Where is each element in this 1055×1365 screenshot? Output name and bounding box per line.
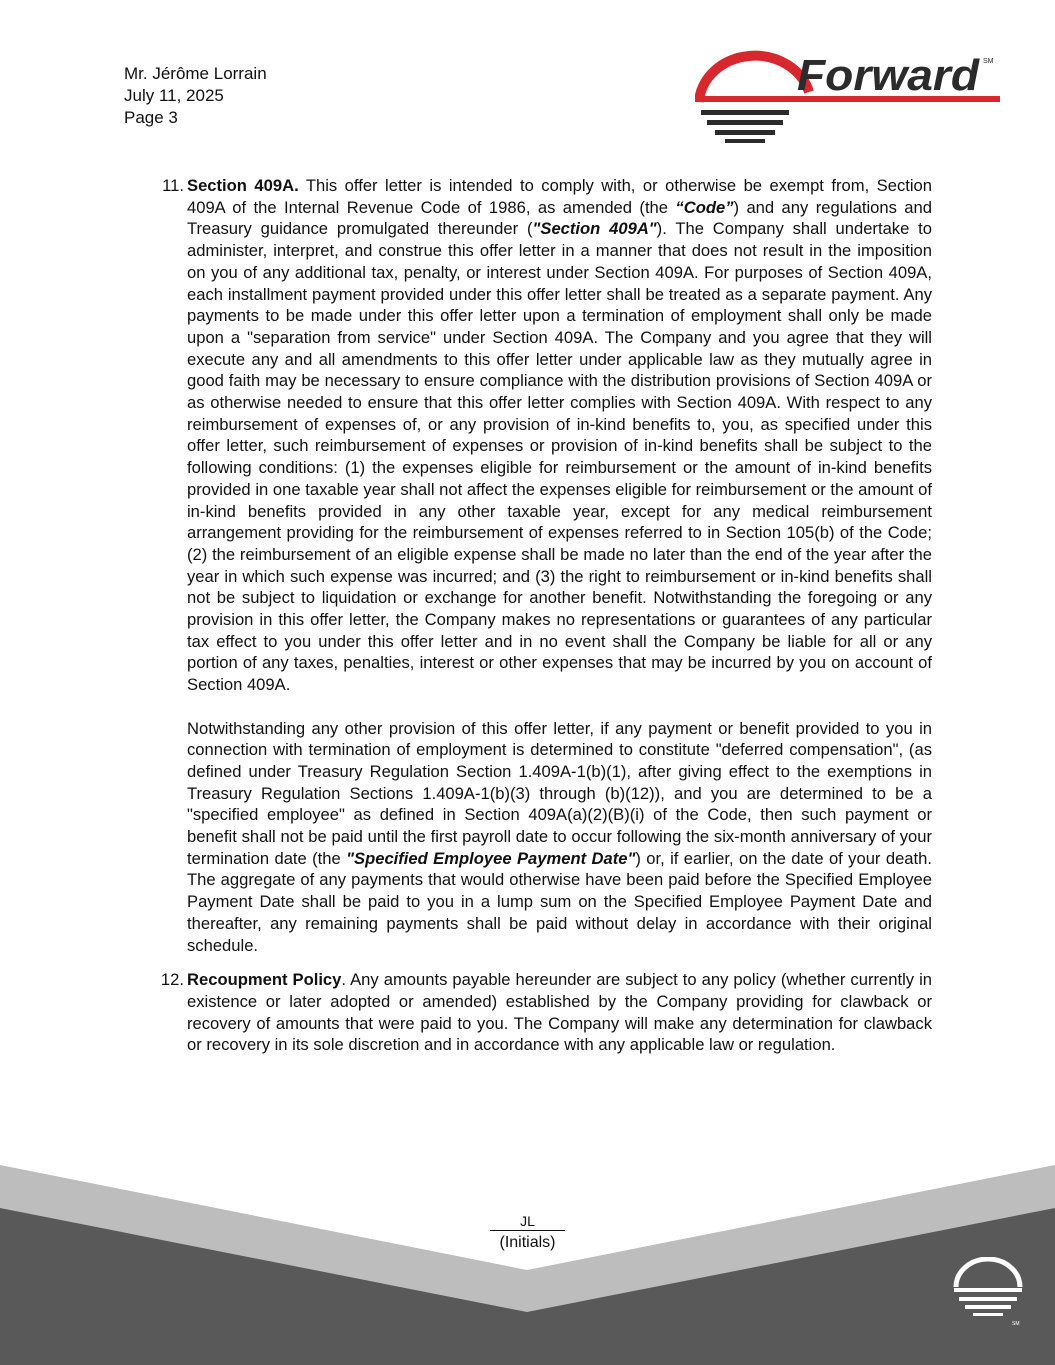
forward-logo [695, 50, 1000, 150]
section-number: 11. [162, 176, 184, 195]
footer-sun-icon [951, 1257, 1026, 1329]
letter-body [150, 175, 932, 1056]
letter-header [124, 63, 267, 129]
page-number: Page 3 [124, 108, 178, 127]
defined-term-specified-employee-payment-date: "Specified Employee Payment Date" [346, 848, 636, 868]
initials-label: (Initials) [499, 1234, 556, 1251]
text-run: ). The Company shall undertake to administer, interpret, and construe this offer letter in a manner that does not result in the imposition on you of any additional tax, penalty, or interest under Section 409A. For purposes of Section 409A, each installment payment provided under this offer letter shall be treated as a separate payment. Any payments to be made under this offer letter upon a termination of employment shall only be made upon a "separation from service" under Section 409A. The Company and you agree that they will execute any and all amendments to this offer letter under applicable law as they mutually agree in good faith may be necessary to ensure compliance with the distribution provisions of Section 409A or as otherwise needed to ensure that this offer letter complies with Section 409A. With respect to any reimbursement of expenses of, or any provision of in-kind benefits to, you, as specified under this offer letter, such reimbursement of expenses or provision of in-kind benefits shall be subject to the following conditions: (1) the expenses eligible for reimbursement or the amount of in-kind benefits provided in one taxable year shall not affect the expenses eligible for reimbursement or the amount of in-kind benefits provided in any other taxable year, except for any medical reimbursement arrangement providing for the reimbursement of expenses referred to in Section 105(b) of the Code; (2) the reimbursement of an eligible expense shall be made no later than the end of the year after the year in which such expense was incurred; and (3) the right to reimbursement or in-kind benefits shall not be subject to liquidation or exchange for another benefit. Notwithstanding the foregoing or any provision in this offer letter, the Company makes no representations or guarantees of any particular tax effect to you under this offer letter and in no event shall the Company be liable for all or any portion of any taxes, penalties, interest or other expenses that may be incurred by you on account of Section 409A. [187, 219, 932, 695]
section-12-paragraph [187, 969, 932, 1056]
text-run: Notwithstanding any other provision of this offer letter, if any payment or benefit provided to you in connection with termination of employment is determined to constitute "deferred compensation", (as defined under Treasury Regulation Section 1.409A-1(b)(1), after giving effect to the exemptions in Treasury Regulation Sections 1.409A-1(b)(3) through (b)(12)), and you are determined to be a "specified employee" as defined in Section 409A(a)(2)(B)(i) of the Code, then such payment or benefit shall not be paid until the first payroll date to occur following the six-month anniversary of your termination date (the [187, 718, 932, 868]
section-11-paragraph-2 [187, 718, 932, 957]
section-number: 12. [160, 970, 184, 990]
footer-service-mark: SM [1012, 1321, 1020, 1327]
footer-band [0, 1160, 1055, 1365]
logo-service-mark: SM [983, 58, 994, 65]
text-run: This offer letter is intended to comply with, or otherwise be exempt from, Section 409A of the Internal Revenue Code of 1986, as amended (the [187, 176, 932, 217]
section-11-paragraph-1 [187, 175, 932, 696]
text-run: ) or, if earlier, on the date of your death. The aggregate of any payments that would otherwise have been paid before the Specified Employee Payment Date shall be paid to you in a lump sum on the Specified Employee Payment Date and thereafter, any remaining payments shall be paid without delay in accordance with their original schedule. [187, 848, 932, 955]
logo-wordmark: Forward [797, 51, 981, 100]
initials-block [490, 1211, 565, 1253]
section-title: Recoupment Policy [187, 970, 342, 990]
defined-term-section-409a: "Section 409A" [532, 219, 657, 239]
defined-term-code: “Code” [675, 197, 734, 217]
text-run: ) and any regulations and Treasury guidance promulgated thereunder ( [187, 197, 932, 239]
letter-date: July 11, 2025 [124, 86, 224, 105]
initials-value: JL [490, 1211, 565, 1231]
section-title: Section 409A. [187, 176, 299, 195]
recipient-name: Mr. Jérôme Lorrain [124, 64, 267, 83]
text-run: . Any amounts payable hereunder are subject to any policy (whether currently in existence or later adopted or amended) established by the Company providing for clawback or recovery of amounts that were paid to you. The Company will make any determination for clawback or recovery in its sole discretion and in accordance with any applicable law or regulation. [187, 970, 932, 1055]
section-11 [150, 175, 932, 956]
section-12 [150, 969, 932, 1056]
